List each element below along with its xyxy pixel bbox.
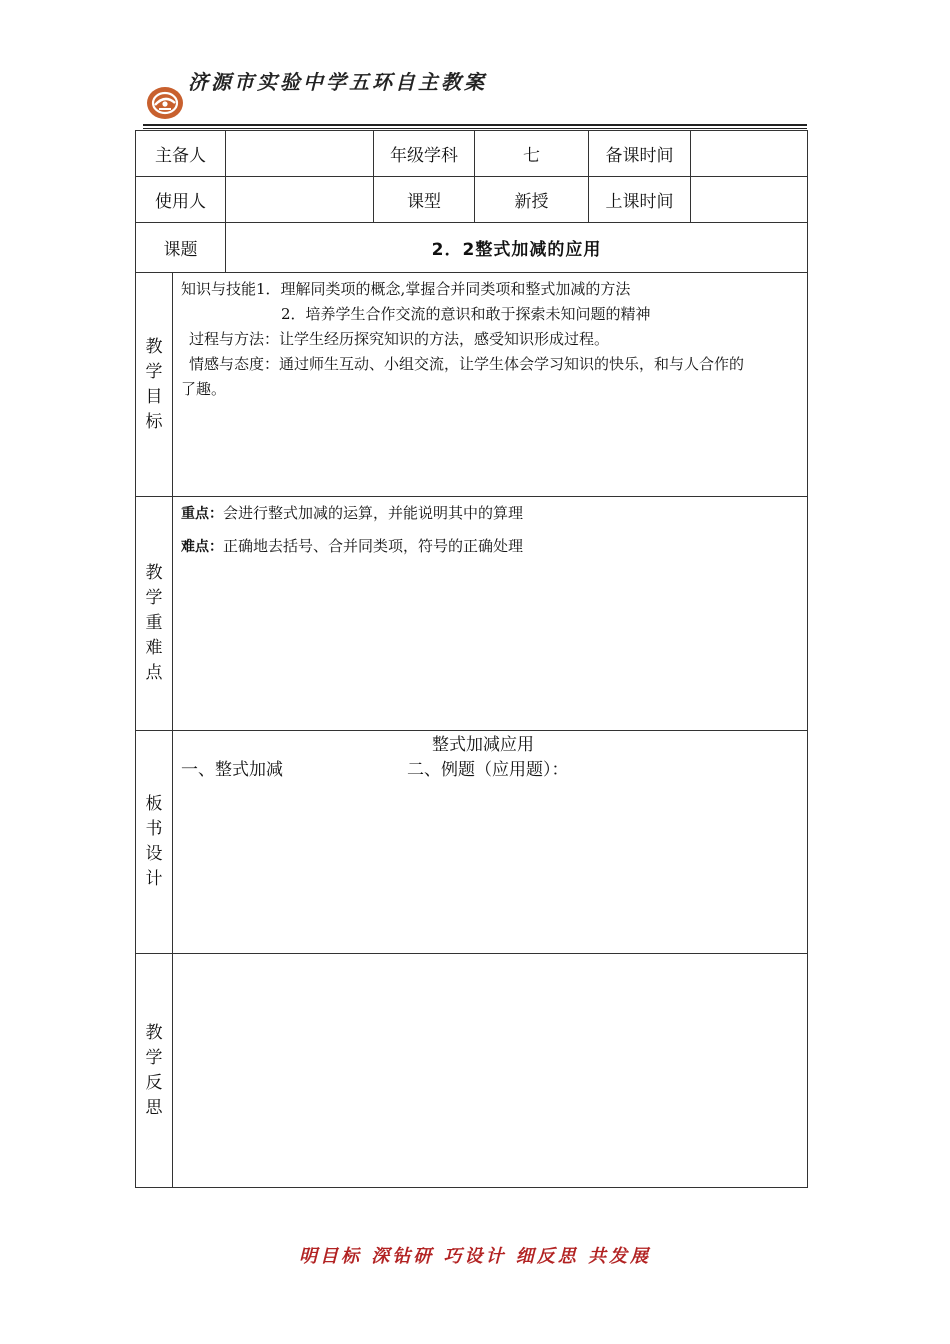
user-label: 使用人 [136,177,226,223]
goal-line: 情感与态度：通过师生互动、小组交流，让学生体会学习知识的快乐，和与人合作的 [189,355,745,373]
table-row [136,177,808,223]
header-title: 济源市实验中学五环自主教案 [188,70,487,94]
keys-label: 教学重难点 [145,563,163,683]
difficult-point-line [181,534,801,559]
key-point-label: 重点： [181,506,223,522]
school-logo-icon [146,86,184,120]
goal-line: 知识与技能1．理解同类项的概念,掌握合并同类项和整式加减的方法 [181,280,631,298]
difficult-point-text: 正确地去括号、合并同类项，符号的正确处理 [223,537,524,555]
board-label: 板书设计 [145,794,163,889]
table-row [136,497,808,731]
class-time-label: 上课时间 [589,177,691,223]
topic-title[interactable]: 2．2整式加减的应用 [226,223,808,273]
board-label-cell [136,731,173,954]
keys-content[interactable] [173,497,808,731]
reflection-label: 教学反思 [145,1022,163,1118]
board-items [181,758,801,783]
topic-label: 课题 [136,223,226,273]
key-point-line [181,501,801,526]
goal-line: 过程与方法：让学生经历探究知识的方法，感受知识形成过程。 [189,330,610,348]
board-item-1: 一、整式加减 [181,760,283,780]
class-time-value[interactable] [691,177,808,223]
board-title: 整式加减应用 [432,735,534,755]
goal-line: 了趣。 [181,380,227,398]
table-row [136,273,808,497]
reflection-content[interactable] [173,954,808,1188]
lesson-type-label: 课型 [374,177,475,223]
header-rule-thin [143,128,807,129]
lesson-plan-table [135,130,808,1188]
preparer-label: 主备人 [136,131,226,177]
grade-subject-label: 年级学科 [374,131,475,177]
table-row [136,223,808,273]
goals-label: 教学目标 [145,336,163,432]
preparer-value[interactable] [226,131,374,177]
reflection-label-cell [136,954,173,1188]
goals-label-cell [136,273,173,497]
goals-content[interactable] [173,273,808,497]
board-item-2: 二、例题（应用题）： [407,760,569,780]
prep-time-value[interactable] [691,131,808,177]
table-row [136,954,808,1188]
user-value[interactable] [226,177,374,223]
keys-label-cell [136,497,173,731]
lesson-type-value[interactable]: 新授 [475,177,589,223]
difficult-point-label: 难点： [181,539,223,555]
table-row [136,131,808,177]
key-point-text: 会进行整式加减的运算，并能说明其中的算理 [223,504,524,522]
goal-line: 2．培养学生合作交流的意识和敢于探索未知问题的精神 [281,305,651,323]
prep-time-label: 备课时间 [589,131,691,177]
table-row [136,731,808,954]
grade-subject-value[interactable]: 七 [475,131,589,177]
footer-slogan: 明目标 深钻研 巧设计 细反思 共发展 [298,1246,652,1267]
board-content[interactable] [173,731,808,954]
header-rule-thick [143,124,807,126]
